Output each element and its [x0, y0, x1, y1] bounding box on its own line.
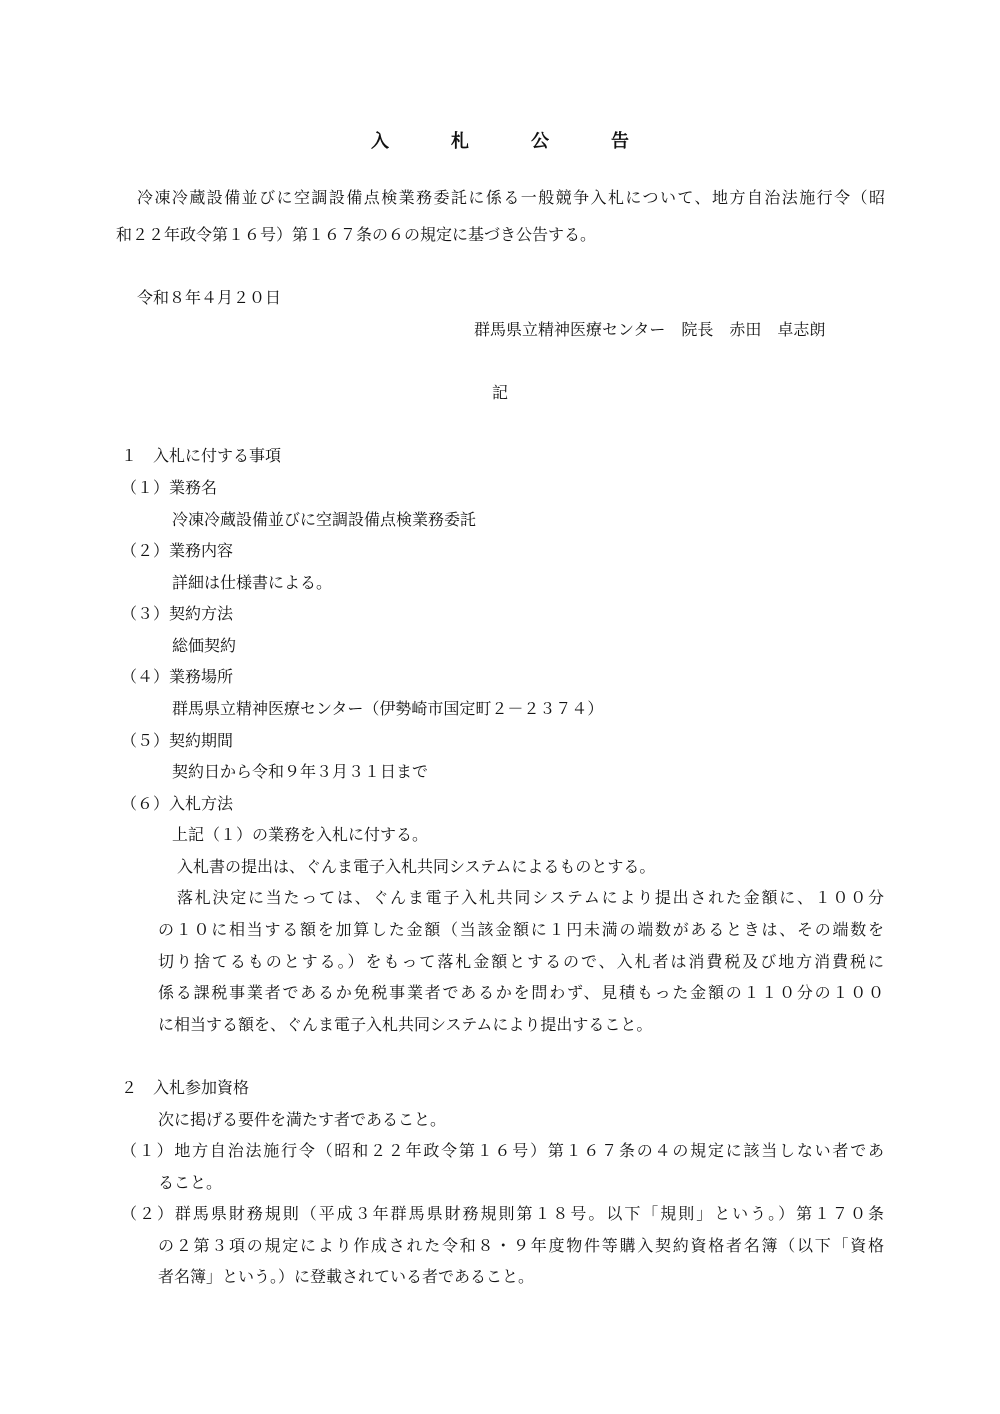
item-4-content: 群馬県立精神医療センター（伊勢崎市国定町２－２３７４） [172, 699, 604, 718]
ki-marker: 記 [491, 383, 508, 402]
item-5-label: （５）契約期間 [121, 731, 234, 750]
item-6-content: 上記（１）の業務を入札に付する。 [172, 825, 429, 844]
item-3-label: （３）契約方法 [121, 604, 234, 623]
item-5-content: 契約日から令和９年３月３１日まで [172, 762, 429, 781]
item-4-label: （４）業務場所 [121, 667, 234, 686]
qualification-2-line-3: 者名簿」という。）に登載されている者であること。 [158, 1267, 535, 1286]
intro-line-2: 和２２年政令第１６号）第１６７条の６の規定に基づき公告する。 [116, 225, 597, 244]
item-1-label: （１）業務名 [121, 478, 218, 497]
item-2-label: （２）業務内容 [121, 541, 234, 560]
section-2-lead: 次に掲げる要件を満たす者であること。 [158, 1110, 447, 1129]
method-paragraph-2: 入札書の提出は、ぐんま電子入札共同システムによるものとする。 [177, 857, 656, 876]
section-1-heading: １ 入札に付する事項 [121, 446, 282, 465]
intro-line-1: 冷凍冷蔵設備並びに空調設備点検業務委託に係る一般競争入札について、地方自治法施行令（昭 [137, 188, 885, 207]
method-paragraph-3-line-2: の１０に相当する額を加算した金額（当該金額に１円未満の端数があるときは、その端数を [158, 920, 884, 939]
method-paragraph-3-line-1: 落札決定に当たっては、ぐんま電子入札共同システムにより提出された金額に、１００分 [177, 888, 884, 907]
qualification-1-line-2: ること。 [158, 1173, 223, 1192]
method-paragraph-3-line-3: 切り捨てるものとする。）をもって落札金額とするので、入札者は消費税及び地方消費税に [158, 952, 884, 971]
document-title: 入 札 公 告 [371, 131, 651, 152]
qualification-2-line-2: の２第３項の規定により作成された令和８・９年度物件等購入契約資格者名簿（以下「資格 [158, 1236, 884, 1255]
section-2-heading: ２ 入札参加資格 [121, 1078, 250, 1097]
item-6-label: （６）入札方法 [121, 794, 234, 813]
item-1-content: 冷凍冷蔵設備並びに空調設備点検業務委託 [172, 510, 477, 529]
announcement-date: 令和８年４月２０日 [137, 288, 282, 307]
issuer: 群馬県立精神医療センター 院長 赤田 卓志朗 [474, 320, 826, 339]
qualification-2-line-1: （２）群馬県財務規則（平成３年群馬県財務規則第１８号。以下「規則」という。）第１７０条 [121, 1204, 884, 1223]
method-paragraph-3-line-5: に相当する額を、ぐんま電子入札共同システムにより提出すること。 [158, 1015, 653, 1034]
qualification-1-line-1: （１）地方自治法施行令（昭和２２年政令第１６号）第１６７条の４の規定に該当しない者であ [121, 1141, 884, 1160]
method-paragraph-3-line-4: 係る課税事業者であるか免税事業者であるかを問わず、見積もった金額の１１０分の１００ [158, 983, 884, 1002]
item-2-content: 詳細は仕様書による。 [172, 573, 333, 592]
item-3-content: 総価契約 [172, 636, 237, 655]
